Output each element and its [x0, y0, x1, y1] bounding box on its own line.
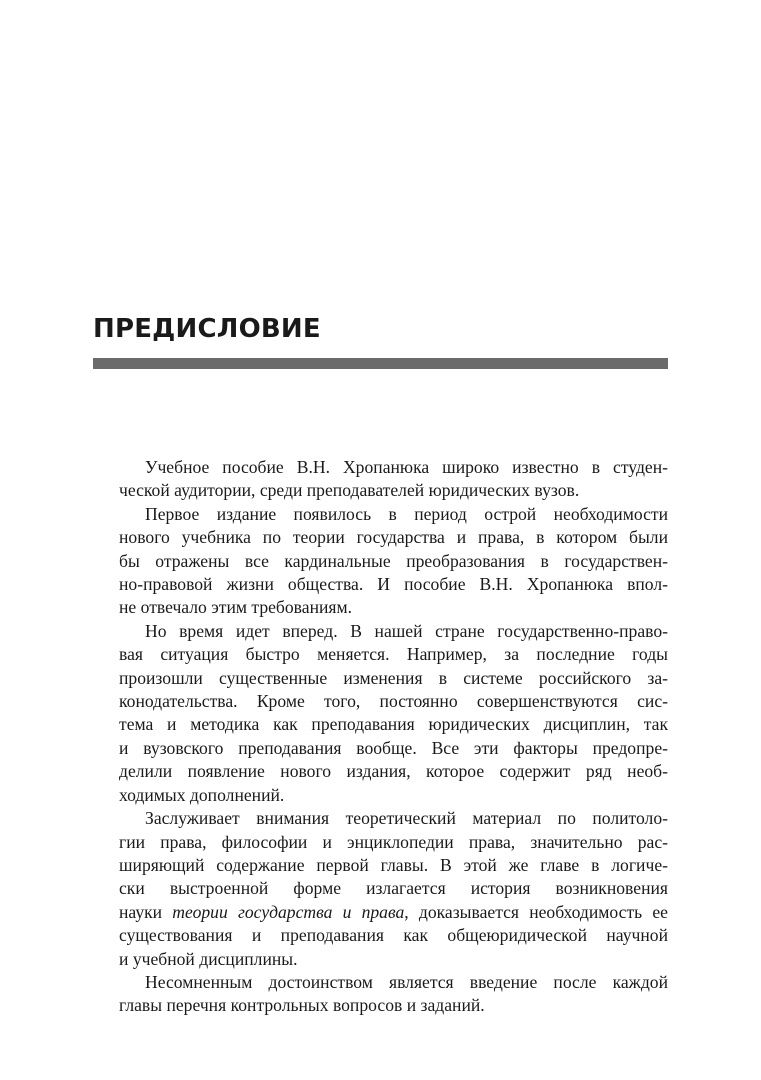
page-title: ПРЕДИСЛОВИЕ — [93, 314, 321, 344]
text-line: бы отражены все кардинальные преобразования в государствен- — [119, 550, 668, 571]
paragraph-5 — [93, 971, 668, 1018]
text-line: Заслуживает внимания теоретический материал по политоло- — [145, 808, 668, 829]
heading-rule — [93, 358, 668, 369]
paragraph-2 — [93, 503, 668, 620]
text-line: произошли существенные изменения в системе российского за- — [119, 667, 668, 688]
text-line: и учебной дисциплины. — [119, 948, 298, 969]
paragraph-3 — [93, 620, 668, 807]
text-line: Несомненным достоинством является введение после каждой — [145, 971, 668, 992]
text-line: существования и преподавания как общеюридической научной — [119, 925, 668, 946]
text-line: ческой аудитории, среди преподавателей юридических вузов. — [119, 480, 580, 501]
text-line: ски выстроенной форме излагается история возникновения — [119, 878, 668, 899]
text-line: ширяющий содержание первой главы. В этой же главе в логиче- — [119, 854, 668, 875]
text-line: не отвечало этим требованиям. — [119, 597, 353, 618]
text-line: Учебное пособие В.Н. Хропанюка широко известно в студен- — [145, 457, 668, 477]
preface-body — [93, 456, 668, 1018]
text-run: науки — [119, 901, 173, 922]
paragraph-1 — [93, 456, 668, 503]
text-line: и вузовского преподавания вообще. Все эти факторы предопре- — [119, 737, 668, 758]
text-run: , доказывается необходимость ее — [404, 901, 668, 922]
text-line: главы перечня контрольных вопросов и заданий. — [119, 995, 485, 1016]
italic-term: теории государства и права — [172, 901, 405, 922]
text-line: тема и методика как преподавания юридических дисциплин, так — [119, 714, 668, 735]
paragraph-4 — [93, 807, 668, 971]
text-line: Первое издание появилось в период острой необходимости — [145, 503, 668, 524]
text-line: Но время идет вперед. В нашей стране государственно-право- — [145, 620, 668, 641]
text-line: но-правовой жизни общества. И пособие В.Н. Хропанюка впол- — [119, 574, 668, 595]
text-line: нового учебника по теории государства и права, в котором были — [119, 527, 668, 548]
text-line: ходимых дополнений. — [119, 784, 285, 805]
text-line: гии права, философии и энциклопедии права, значительно рас- — [119, 831, 668, 852]
text-line-with-italic — [93, 901, 668, 924]
text-line: конодательства. Кроме того, постоянно совершенствуются сис- — [119, 691, 668, 712]
text-line: вая ситуация быстро меняется. Например, за последние годы — [119, 644, 668, 665]
text-line: делили появление нового издания, которое содержит ряд необ- — [119, 761, 668, 782]
